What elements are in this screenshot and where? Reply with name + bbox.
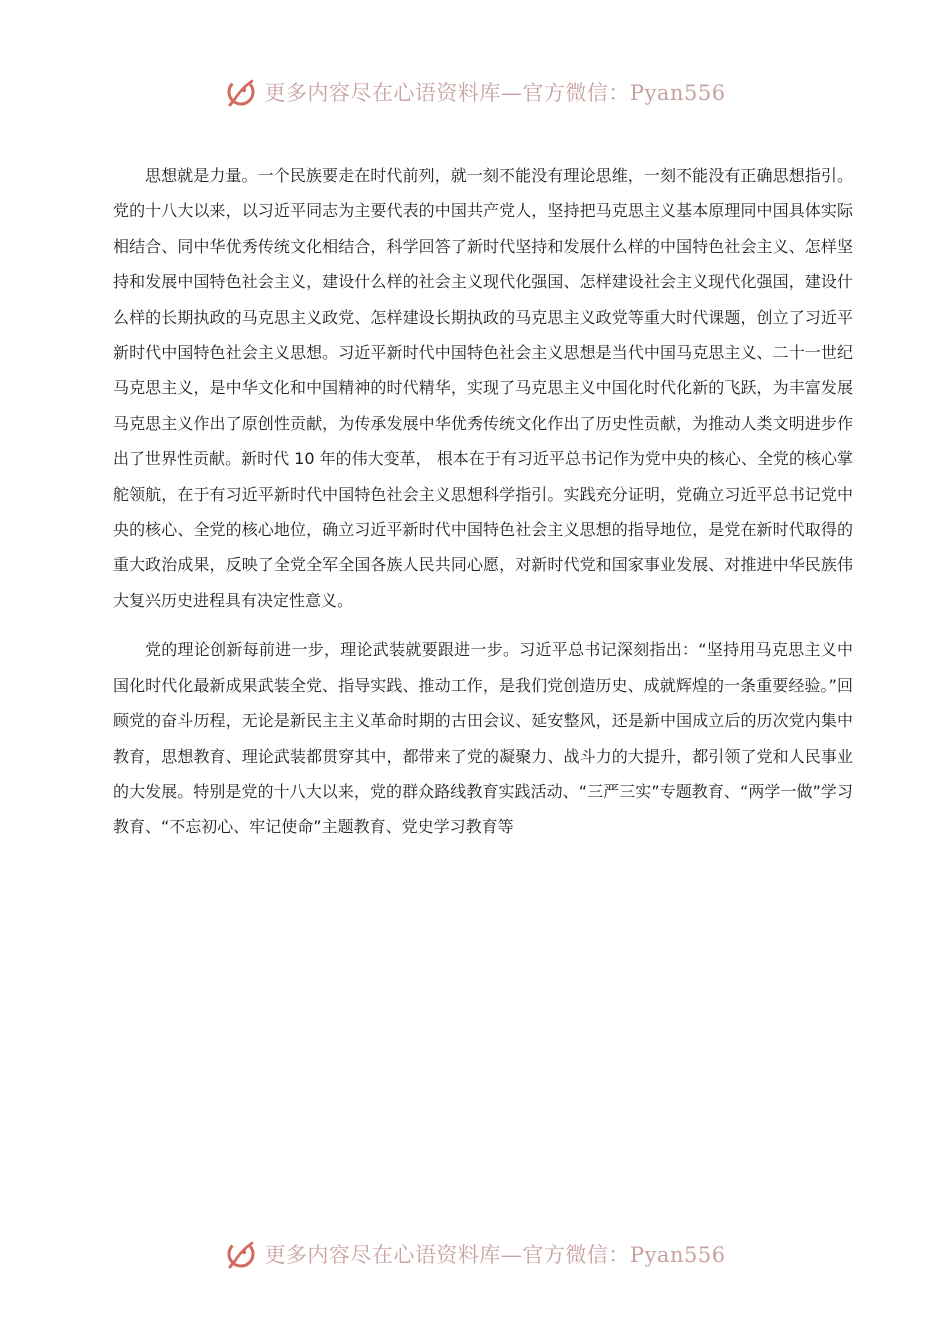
paragraph-1: 思想就是力量。一个民族要走在时代前列，就一刻不能没有理论思维，一刻不能没有正确思想指引。党的十八大以来，以习近平同志为主要代表的中国共产党人，坚持把马克思主义基本原理同中国具体实际相结合、同中华优秀传统文化相结合，科学回答了新时代坚持和发展什么样的中国特色社会主义、怎样坚持和发展中国特色社会主义，建设什么样的社会主义现代化强国、怎样建设社会主义现代化强国，建设什么样的长期执政的马克思主义政党、怎样建设长期执政的马克思主义政党等重大时代课题，创立了习近平新时代中国特色社会主义思想。习近平新时代中国特色社会主义思想是当代中国马克思主义、二十一世纪马克思主义，是中华文化和中国精神的时代精华，实现了马克思主义中国化时代化新的飞跃，为丰富发展马克思主义作出了原创性贡献，为传承发展中华优秀传统文化作出了历史性贡献，为推动人类文明进步作出了世界性贡献。新时代 10 年的伟大变革， 根本在于有习近平总书记作为党中央的核心、全党的核心掌舵领航，在于有习近平新时代中国特色社会主义思想科学指引。实践充分证明，党确立习近平总书记党中央的核心、全党的核心地位，确立习近平新时代中国特色社会主义思想的指导地位，是党在新时代取得的重大政治成果，反映了全党全军全国各族人民共同心愿，对新时代党和国家事业发展、对推进中华民族伟大复兴历史进程具有决定性意义。 [113,166,853,610]
document-body [113,158,853,859]
header-watermark [0,72,950,112]
brush-logo-icon [224,75,258,109]
brush-logo-icon [224,1237,258,1271]
watermark-text: 更多内容尽在心语资料库—官方微信：Pyan556 [264,1243,726,1267]
footer-watermark [0,1234,950,1274]
paragraph-2: 党的理论创新每前进一步，理论武装就要跟进一步。习近平总书记深刻指出：“坚持用马克思主义中国化时代化最新成果武装全党、指导实践、推动工作，是我们党创造历史、成就辉煌的一条重要经验。”回顾党的奋斗历程，无论是新民主主义革命时期的古田会议、延安整风，还是新中国成立后的历次党内集中教育，思想教育、理论武装都贯穿其中，都带来了党的凝聚力、战斗力的大提升，都引领了党和人民事业的大发展。特别是党的十八大以来，党的群众路线教育实践活动、“三严三实”专题教育、“两学一做”学习教育、“不忘初心、牢记使命”主题教育、党史学习教育等 [113,640,853,837]
watermark-text: 更多内容尽在心语资料库—官方微信：Pyan556 [264,81,726,105]
